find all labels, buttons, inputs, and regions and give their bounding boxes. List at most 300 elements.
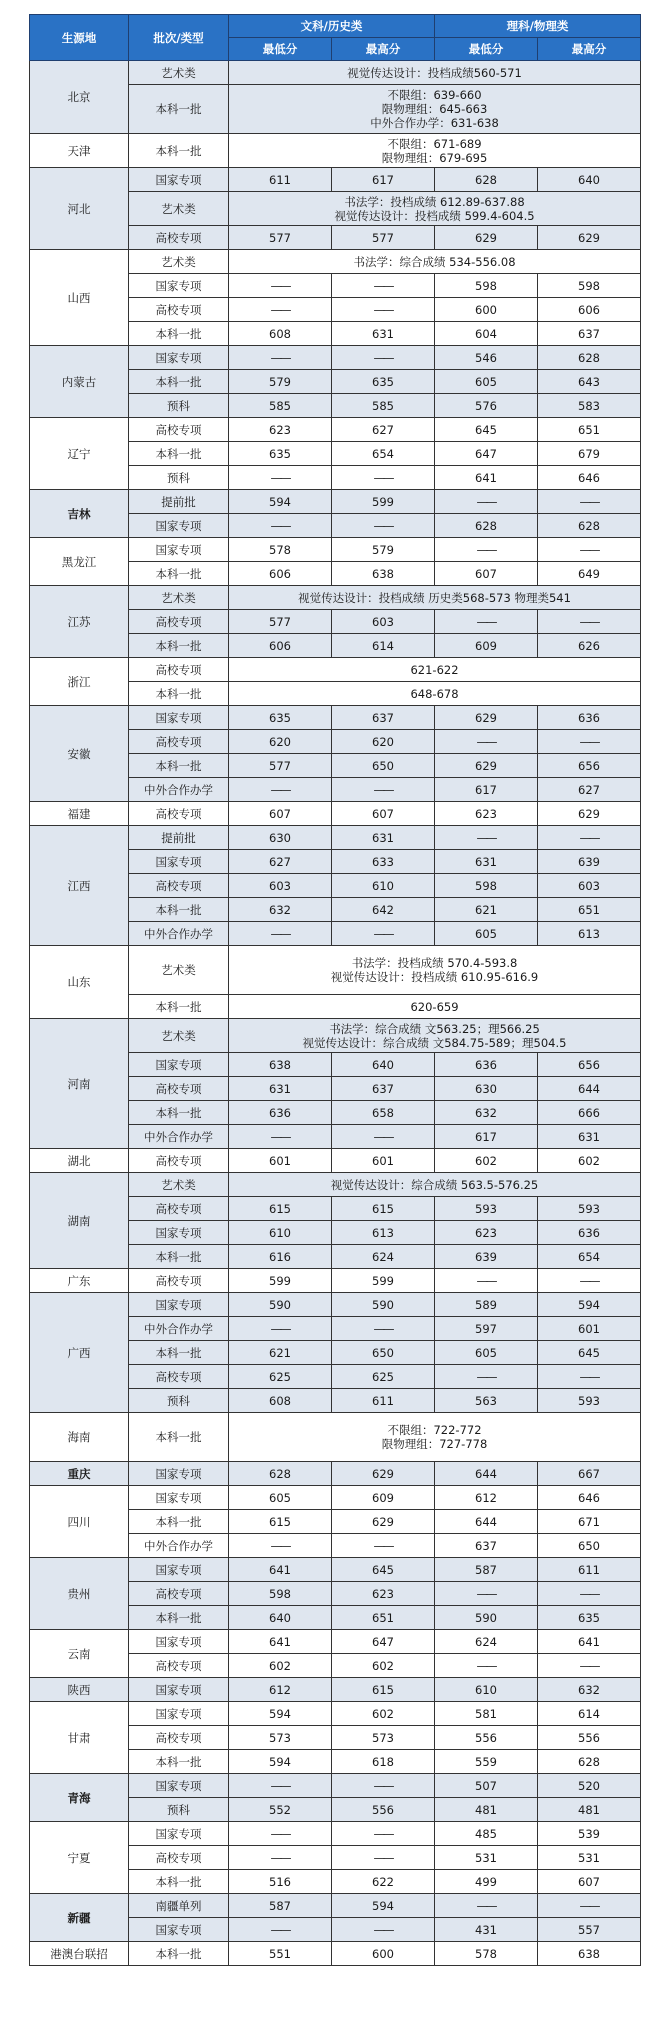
- liberal-max-cell: 635: [332, 370, 435, 394]
- batch-cell: 艺术类: [129, 586, 229, 610]
- liberal-max-cell: 622: [332, 1870, 435, 1894]
- science-max-cell: 602: [538, 1149, 641, 1173]
- science-min-cell: ——: [435, 730, 538, 754]
- table-row: [30, 1558, 641, 1582]
- liberal-min-cell: ——: [229, 1846, 332, 1870]
- batch-cell: 预科: [129, 466, 229, 490]
- province-cell: 天津: [30, 134, 129, 168]
- liberal-min-cell: 615: [229, 1197, 332, 1221]
- liberal-min-cell: 632: [229, 898, 332, 922]
- province-cell: 北京: [30, 61, 129, 134]
- liberal-min-cell: 577: [229, 226, 332, 250]
- science-max-cell: ——: [538, 1269, 641, 1293]
- batch-cell: 高校专项: [129, 1654, 229, 1678]
- table-row: [30, 706, 641, 730]
- liberal-max-cell: 650: [332, 754, 435, 778]
- science-max-cell: 481: [538, 1798, 641, 1822]
- science-min-cell: ——: [435, 538, 538, 562]
- liberal-max-cell: ——: [332, 466, 435, 490]
- batch-cell: 国家专项: [129, 1630, 229, 1654]
- batch-cell: 高校专项: [129, 1726, 229, 1750]
- science-min-cell: ——: [435, 490, 538, 514]
- batch-cell: 提前批: [129, 826, 229, 850]
- table-row: [30, 1822, 641, 1846]
- merged-score-cell: 书法学：投档成绩 612.89-637.88 视觉传达设计：投档成绩 599.4-604.5: [229, 192, 641, 226]
- science-min-cell: 597: [435, 1317, 538, 1341]
- liberal-min-cell: ——: [229, 346, 332, 370]
- liberal-max-cell: 590: [332, 1293, 435, 1317]
- liberal-max-cell: 617: [332, 168, 435, 192]
- science-max-cell: 671: [538, 1510, 641, 1534]
- liberal-max-cell: 645: [332, 1558, 435, 1582]
- science-min-cell: 628: [435, 514, 538, 538]
- science-max-cell: 646: [538, 466, 641, 490]
- province-cell: 四川: [30, 1486, 129, 1558]
- science-max-cell: 629: [538, 226, 641, 250]
- batch-cell: 本科一批: [129, 134, 229, 168]
- batch-cell: 高校专项: [129, 1269, 229, 1293]
- header-science: 理科/物理类: [435, 15, 641, 38]
- batch-cell: 国家专项: [129, 1486, 229, 1510]
- table-body: [30, 61, 641, 1966]
- science-min-cell: 617: [435, 1125, 538, 1149]
- batch-cell: 南疆单列: [129, 1894, 229, 1918]
- batch-cell: 高校专项: [129, 226, 229, 250]
- science-min-cell: 641: [435, 466, 538, 490]
- liberal-min-cell: 610: [229, 1221, 332, 1245]
- table-row: [30, 538, 641, 562]
- header-liberal-min: 最低分: [229, 38, 332, 61]
- merged-score-cell: 不限组：639-660 限物理组：645-663 中外合作办学：631-638: [229, 85, 641, 134]
- science-max-cell: 601: [538, 1317, 641, 1341]
- province-cell: 浙江: [30, 658, 129, 706]
- batch-cell: 高校专项: [129, 1077, 229, 1101]
- province-cell: 内蒙古: [30, 346, 129, 418]
- liberal-min-cell: ——: [229, 778, 332, 802]
- liberal-min-cell: 602: [229, 1654, 332, 1678]
- liberal-max-cell: 613: [332, 1221, 435, 1245]
- science-max-cell: ——: [538, 1365, 641, 1389]
- header-science-max: 最高分: [538, 38, 641, 61]
- science-max-cell: 628: [538, 1750, 641, 1774]
- liberal-min-cell: 635: [229, 706, 332, 730]
- liberal-max-cell: 615: [332, 1678, 435, 1702]
- liberal-max-cell: 579: [332, 538, 435, 562]
- table-row: [30, 134, 641, 168]
- province-cell: 湖北: [30, 1149, 129, 1173]
- province-cell: 吉林: [30, 490, 129, 538]
- liberal-min-cell: ——: [229, 1534, 332, 1558]
- liberal-min-cell: ——: [229, 274, 332, 298]
- batch-cell: 高校专项: [129, 1197, 229, 1221]
- liberal-min-cell: 631: [229, 1077, 332, 1101]
- batch-cell: 本科一批: [129, 85, 229, 134]
- science-min-cell: 598: [435, 274, 538, 298]
- liberal-max-cell: 594: [332, 1894, 435, 1918]
- science-min-cell: 605: [435, 922, 538, 946]
- merged-score-cell: 视觉传达设计：投档成绩560-571: [229, 61, 641, 85]
- science-max-cell: 603: [538, 874, 641, 898]
- science-min-cell: 481: [435, 1798, 538, 1822]
- batch-cell: 本科一批: [129, 1413, 229, 1462]
- science-min-cell: 607: [435, 562, 538, 586]
- liberal-min-cell: 620: [229, 730, 332, 754]
- science-max-cell: 636: [538, 706, 641, 730]
- science-max-cell: 628: [538, 346, 641, 370]
- liberal-min-cell: 552: [229, 1798, 332, 1822]
- merged-score-cell: 书法学：综合成绩 534-556.08: [229, 250, 641, 274]
- batch-cell: 本科一批: [129, 562, 229, 586]
- science-min-cell: 605: [435, 370, 538, 394]
- science-min-cell: 581: [435, 1702, 538, 1726]
- batch-cell: 国家专项: [129, 538, 229, 562]
- liberal-max-cell: 603: [332, 610, 435, 634]
- liberal-max-cell: 624: [332, 1245, 435, 1269]
- liberal-min-cell: 641: [229, 1558, 332, 1582]
- table-row: [30, 1293, 641, 1317]
- merged-score-cell: 648-678: [229, 682, 641, 706]
- province-cell: 山东: [30, 946, 129, 1019]
- science-min-cell: 609: [435, 634, 538, 658]
- science-max-cell: ——: [538, 490, 641, 514]
- batch-cell: 本科一批: [129, 898, 229, 922]
- batch-cell: 国家专项: [129, 1293, 229, 1317]
- science-min-cell: 598: [435, 874, 538, 898]
- batch-cell: 中外合作办学: [129, 778, 229, 802]
- liberal-min-cell: 590: [229, 1293, 332, 1317]
- science-min-cell: 610: [435, 1678, 538, 1702]
- liberal-min-cell: 594: [229, 490, 332, 514]
- science-max-cell: ——: [538, 1654, 641, 1678]
- batch-cell: 本科一批: [129, 442, 229, 466]
- liberal-min-cell: 577: [229, 754, 332, 778]
- liberal-max-cell: 610: [332, 874, 435, 898]
- batch-cell: 国家专项: [129, 1053, 229, 1077]
- liberal-min-cell: 630: [229, 826, 332, 850]
- score-table-container: [29, 14, 640, 1966]
- merged-score-cell: 书法学：综合成绩 文563.25；理566.25 视觉传达设计：综合成绩 文584.75-589；理504.5: [229, 1019, 641, 1053]
- science-min-cell: 593: [435, 1197, 538, 1221]
- batch-cell: 国家专项: [129, 1678, 229, 1702]
- header-science-min: 最低分: [435, 38, 538, 61]
- science-max-cell: 556: [538, 1726, 641, 1750]
- table-row: [30, 1149, 641, 1173]
- science-max-cell: ——: [538, 826, 641, 850]
- liberal-min-cell: ——: [229, 514, 332, 538]
- table-row: [30, 1019, 641, 1053]
- table-row: [30, 1462, 641, 1486]
- science-min-cell: 578: [435, 1942, 538, 1966]
- batch-cell: 国家专项: [129, 850, 229, 874]
- science-min-cell: 621: [435, 898, 538, 922]
- liberal-min-cell: 615: [229, 1510, 332, 1534]
- province-cell: 广东: [30, 1269, 129, 1293]
- table-row: [30, 418, 641, 442]
- table-row: [30, 1269, 641, 1293]
- liberal-min-cell: 640: [229, 1606, 332, 1630]
- liberal-max-cell: 627: [332, 418, 435, 442]
- science-max-cell: 557: [538, 1918, 641, 1942]
- province-cell: 辽宁: [30, 418, 129, 490]
- batch-cell: 国家专项: [129, 274, 229, 298]
- liberal-max-cell: 640: [332, 1053, 435, 1077]
- liberal-max-cell: ——: [332, 1125, 435, 1149]
- table-row: [30, 250, 641, 274]
- liberal-max-cell: 599: [332, 490, 435, 514]
- science-max-cell: 651: [538, 898, 641, 922]
- science-min-cell: ——: [435, 1269, 538, 1293]
- science-max-cell: 679: [538, 442, 641, 466]
- header-province: 生源地: [30, 15, 129, 61]
- liberal-max-cell: 615: [332, 1197, 435, 1221]
- science-min-cell: 645: [435, 418, 538, 442]
- science-max-cell: 644: [538, 1077, 641, 1101]
- liberal-min-cell: 594: [229, 1702, 332, 1726]
- science-min-cell: 556: [435, 1726, 538, 1750]
- science-min-cell: 624: [435, 1630, 538, 1654]
- liberal-max-cell: ——: [332, 274, 435, 298]
- science-min-cell: 636: [435, 1053, 538, 1077]
- science-max-cell: 606: [538, 298, 641, 322]
- liberal-max-cell: 556: [332, 1798, 435, 1822]
- science-max-cell: 626: [538, 634, 641, 658]
- table-row: [30, 1774, 641, 1798]
- liberal-max-cell: ——: [332, 922, 435, 946]
- batch-cell: 高校专项: [129, 610, 229, 634]
- science-min-cell: 628: [435, 168, 538, 192]
- science-max-cell: 583: [538, 394, 641, 418]
- liberal-max-cell: ——: [332, 1774, 435, 1798]
- science-max-cell: 639: [538, 850, 641, 874]
- merged-score-cell: 不限组：671-689 限物理组：679-695: [229, 134, 641, 168]
- science-min-cell: 563: [435, 1389, 538, 1413]
- batch-cell: 提前批: [129, 490, 229, 514]
- batch-cell: 国家专项: [129, 1558, 229, 1582]
- science-min-cell: 644: [435, 1510, 538, 1534]
- science-min-cell: 631: [435, 850, 538, 874]
- header-liberal: 文科/历史类: [229, 15, 435, 38]
- liberal-min-cell: 611: [229, 168, 332, 192]
- batch-cell: 国家专项: [129, 706, 229, 730]
- liberal-max-cell: 611: [332, 1389, 435, 1413]
- batch-cell: 中外合作办学: [129, 1125, 229, 1149]
- liberal-max-cell: 642: [332, 898, 435, 922]
- batch-cell: 艺术类: [129, 1173, 229, 1197]
- liberal-min-cell: ——: [229, 922, 332, 946]
- table-row: [30, 1413, 641, 1462]
- liberal-min-cell: ——: [229, 1125, 332, 1149]
- batch-cell: 预科: [129, 1389, 229, 1413]
- province-cell: 河南: [30, 1019, 129, 1149]
- liberal-min-cell: 628: [229, 1462, 332, 1486]
- science-max-cell: 628: [538, 514, 641, 538]
- science-min-cell: 629: [435, 754, 538, 778]
- liberal-min-cell: 599: [229, 1269, 332, 1293]
- batch-cell: 中外合作办学: [129, 922, 229, 946]
- batch-cell: 本科一批: [129, 1870, 229, 1894]
- liberal-max-cell: ——: [332, 1918, 435, 1942]
- liberal-min-cell: 627: [229, 850, 332, 874]
- science-min-cell: ——: [435, 1654, 538, 1678]
- table-row: [30, 1486, 641, 1510]
- science-max-cell: 637: [538, 322, 641, 346]
- batch-cell: 高校专项: [129, 658, 229, 682]
- table-row: [30, 346, 641, 370]
- science-max-cell: 627: [538, 778, 641, 802]
- science-min-cell: 600: [435, 298, 538, 322]
- science-max-cell: 614: [538, 1702, 641, 1726]
- batch-cell: 国家专项: [129, 1462, 229, 1486]
- province-cell: 陕西: [30, 1678, 129, 1702]
- batch-cell: 高校专项: [129, 1846, 229, 1870]
- science-min-cell: 617: [435, 778, 538, 802]
- liberal-min-cell: 606: [229, 634, 332, 658]
- science-max-cell: 645: [538, 1341, 641, 1365]
- science-max-cell: 629: [538, 802, 641, 826]
- liberal-max-cell: 631: [332, 322, 435, 346]
- liberal-min-cell: 616: [229, 1245, 332, 1269]
- science-max-cell: 667: [538, 1462, 641, 1486]
- liberal-max-cell: 620: [332, 730, 435, 754]
- province-cell: 福建: [30, 802, 129, 826]
- province-cell: 河北: [30, 168, 129, 250]
- liberal-max-cell: ——: [332, 346, 435, 370]
- science-max-cell: 646: [538, 1486, 641, 1510]
- science-max-cell: 649: [538, 562, 641, 586]
- science-min-cell: 587: [435, 1558, 538, 1582]
- liberal-max-cell: 629: [332, 1510, 435, 1534]
- batch-cell: 本科一批: [129, 322, 229, 346]
- science-min-cell: 647: [435, 442, 538, 466]
- liberal-min-cell: 621: [229, 1341, 332, 1365]
- science-min-cell: 590: [435, 1606, 538, 1630]
- batch-cell: 本科一批: [129, 1341, 229, 1365]
- batch-cell: 本科一批: [129, 634, 229, 658]
- liberal-min-cell: 638: [229, 1053, 332, 1077]
- province-cell: 港澳台联招: [30, 1942, 129, 1966]
- batch-cell: 国家专项: [129, 514, 229, 538]
- header-batch: 批次/类型: [129, 15, 229, 61]
- science-min-cell: 629: [435, 706, 538, 730]
- province-cell: 湖南: [30, 1173, 129, 1269]
- province-cell: 新疆: [30, 1894, 129, 1942]
- liberal-min-cell: 603: [229, 874, 332, 898]
- science-max-cell: 643: [538, 370, 641, 394]
- liberal-max-cell: 629: [332, 1462, 435, 1486]
- liberal-min-cell: 551: [229, 1942, 332, 1966]
- liberal-min-cell: ——: [229, 1774, 332, 1798]
- table-row: [30, 1173, 641, 1197]
- batch-cell: 中外合作办学: [129, 1534, 229, 1558]
- batch-cell: 国家专项: [129, 346, 229, 370]
- science-min-cell: 630: [435, 1077, 538, 1101]
- science-max-cell: 593: [538, 1197, 641, 1221]
- liberal-max-cell: 585: [332, 394, 435, 418]
- science-min-cell: ——: [435, 1365, 538, 1389]
- science-min-cell: 644: [435, 1462, 538, 1486]
- table-row: [30, 1942, 641, 1966]
- table-row: [30, 826, 641, 850]
- table-row: [30, 946, 641, 995]
- liberal-min-cell: 573: [229, 1726, 332, 1750]
- science-max-cell: ——: [538, 1894, 641, 1918]
- batch-cell: 本科一批: [129, 1606, 229, 1630]
- science-max-cell: 631: [538, 1125, 641, 1149]
- liberal-min-cell: 585: [229, 394, 332, 418]
- science-max-cell: 539: [538, 1822, 641, 1846]
- liberal-min-cell: 623: [229, 418, 332, 442]
- table-row: [30, 586, 641, 610]
- science-max-cell: ——: [538, 730, 641, 754]
- liberal-min-cell: 577: [229, 610, 332, 634]
- province-cell: 宁夏: [30, 1822, 129, 1894]
- liberal-min-cell: ——: [229, 1317, 332, 1341]
- liberal-max-cell: 658: [332, 1101, 435, 1125]
- batch-cell: 预科: [129, 394, 229, 418]
- batch-cell: 艺术类: [129, 946, 229, 995]
- liberal-max-cell: 637: [332, 706, 435, 730]
- province-cell: 云南: [30, 1630, 129, 1678]
- table-row: [30, 490, 641, 514]
- province-cell: 甘肃: [30, 1702, 129, 1774]
- science-max-cell: 611: [538, 1558, 641, 1582]
- science-min-cell: 507: [435, 1774, 538, 1798]
- table-header: [30, 15, 641, 61]
- science-max-cell: 656: [538, 1053, 641, 1077]
- batch-cell: 本科一批: [129, 1101, 229, 1125]
- liberal-max-cell: 633: [332, 850, 435, 874]
- liberal-min-cell: 579: [229, 370, 332, 394]
- header-liberal-max: 最高分: [332, 38, 435, 61]
- province-cell: 山西: [30, 250, 129, 346]
- batch-cell: 本科一批: [129, 1750, 229, 1774]
- province-cell: 安徽: [30, 706, 129, 802]
- admission-score-table: [29, 14, 641, 1966]
- batch-cell: 国家专项: [129, 1702, 229, 1726]
- liberal-min-cell: 598: [229, 1582, 332, 1606]
- liberal-max-cell: 602: [332, 1702, 435, 1726]
- science-max-cell: ——: [538, 610, 641, 634]
- liberal-max-cell: ——: [332, 1534, 435, 1558]
- liberal-max-cell: 618: [332, 1750, 435, 1774]
- liberal-min-cell: ——: [229, 466, 332, 490]
- science-max-cell: 656: [538, 754, 641, 778]
- batch-cell: 艺术类: [129, 61, 229, 85]
- merged-score-cell: 621-622: [229, 658, 641, 682]
- merged-score-cell: 620-659: [229, 995, 641, 1019]
- province-cell: 江西: [30, 826, 129, 946]
- liberal-min-cell: 605: [229, 1486, 332, 1510]
- liberal-max-cell: 637: [332, 1077, 435, 1101]
- science-min-cell: 531: [435, 1846, 538, 1870]
- liberal-min-cell: 578: [229, 538, 332, 562]
- table-row: [30, 1702, 641, 1726]
- liberal-min-cell: 635: [229, 442, 332, 466]
- liberal-max-cell: 651: [332, 1606, 435, 1630]
- liberal-max-cell: ——: [332, 1846, 435, 1870]
- science-max-cell: 636: [538, 1221, 641, 1245]
- science-min-cell: 623: [435, 802, 538, 826]
- table-row: [30, 1894, 641, 1918]
- province-cell: 海南: [30, 1413, 129, 1462]
- science-min-cell: 559: [435, 1750, 538, 1774]
- batch-cell: 国家专项: [129, 1918, 229, 1942]
- table-row: [30, 168, 641, 192]
- batch-cell: 高校专项: [129, 418, 229, 442]
- batch-cell: 艺术类: [129, 192, 229, 226]
- liberal-max-cell: 654: [332, 442, 435, 466]
- science-max-cell: 654: [538, 1245, 641, 1269]
